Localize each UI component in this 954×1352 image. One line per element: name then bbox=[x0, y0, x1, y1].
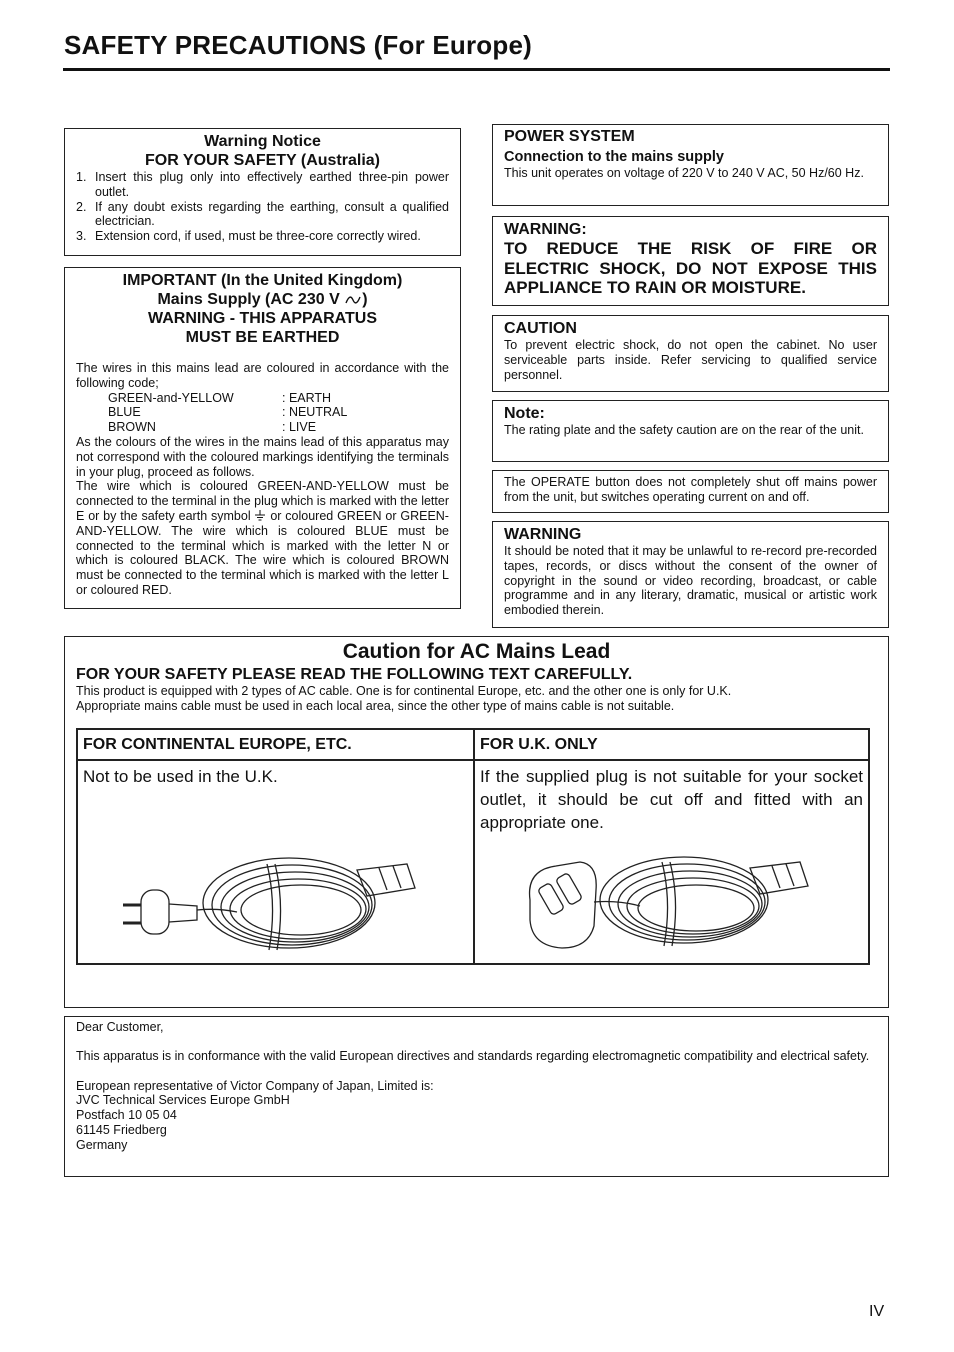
continental-note: Not to be used in the U.K. bbox=[83, 767, 278, 786]
customer-greeting: Dear Customer, bbox=[76, 1020, 164, 1034]
warning-fire-heading: WARNING: bbox=[504, 221, 587, 238]
uk-paragraph-1: As the colours of the wires in the mains lead of this apparatus may not correspond with the coloured markings identifying the terminals in your plug, proceed as follows. bbox=[76, 434, 449, 479]
cable-table bbox=[76, 728, 870, 965]
table-row: GREEN-and-YELLOW : EARTH bbox=[108, 390, 332, 405]
title-rule bbox=[63, 68, 890, 71]
euro-cable-illustration bbox=[117, 850, 468, 960]
table-row bbox=[77, 760, 869, 964]
earth-symbol-icon bbox=[254, 510, 266, 521]
note-text: The rating plate and the safety caution are on the rear of the unit. bbox=[504, 423, 864, 437]
copyright-warning-text: It should be noted that it may be unlawful to re-record pre-recorded tapes, records, or discs without the consent of the owner of copyright in the sound or video recording, broadcast, or cable programme and in any literary, dramatic, musical or artistic work embodied therein. bbox=[504, 544, 877, 618]
power-system-heading: POWER SYSTEM bbox=[504, 128, 635, 145]
col-header-continental: FOR CONTINENTAL EUROPE, ETC. bbox=[77, 729, 474, 760]
address-line: European representative of Victor Company of Japan, Limited is: bbox=[76, 1078, 434, 1093]
ac-lead-subheading: FOR YOUR SAFETY PLEASE READ THE FOLLOWING TEXT CAREFULLY. bbox=[76, 666, 633, 683]
copyright-warning-box bbox=[492, 521, 889, 628]
caution-text: To prevent electric shock, do not open the cabinet. No user serviceable parts inside. Refer servicing to qualified service personnel. bbox=[504, 338, 877, 382]
address-line: JVC Technical Services Europe GmbH bbox=[76, 1093, 290, 1108]
wire-code-table bbox=[108, 391, 347, 435]
operate-text: The OPERATE button does not completely shut off mains power from the unit, but switches operating current on and off. bbox=[504, 475, 877, 504]
cell-uk bbox=[474, 760, 869, 964]
warning-fire-text: TO REDUCE THE RISK OF FIRE OR ELECTRIC SHOCK, DO NOT EXPOSE THIS APPLIANCE TO RAIN OR MOISTURE. bbox=[504, 239, 877, 297]
uk-note: If the supplied plug is not suitable for your socket outlet, it should be cut off and fitted with an appropriate one. bbox=[480, 767, 863, 832]
uk-paragraph-2: The wire which is coloured GREEN-AND-YELLOW must be connected to the terminal in the plug which is marked with the letter E or by the safety earth symbol or coloured GREEN or GREEN-AND-YELLOW. The wire which is coloured BLUE must be connected to the terminal which is marked with the letter N or which is coloured BLACK. The wire which is coloured BROWN must be connected to the terminal which is marked with the letter L or coloured RED. bbox=[76, 479, 449, 597]
australia-warning-box bbox=[64, 128, 461, 256]
uk-important-box bbox=[64, 267, 461, 609]
uk-intro: The wires in this mains lead are coloured in accordance with the following code; bbox=[76, 361, 449, 390]
power-system-box bbox=[492, 124, 889, 206]
operate-button-box bbox=[492, 470, 889, 513]
address-line: 61145 Friedberg bbox=[76, 1122, 167, 1137]
uk-heading-4: MUST BE EARTHED bbox=[185, 329, 340, 346]
list-item: 3. Extension cord, if used, must be three-core correctly wired. bbox=[76, 229, 421, 244]
table-row: BROWN : LIVE bbox=[108, 420, 317, 435]
australia-heading-2: FOR YOUR SAFETY (Australia) bbox=[145, 152, 380, 169]
customer-text: This apparatus is in conformance with the valid European directives and standards regarding electromagnetic compatibility and electrical safety. bbox=[76, 1048, 870, 1063]
ac-symbol-icon bbox=[344, 293, 362, 307]
warning-fire-box bbox=[492, 216, 889, 306]
table-row: BLUE : NEUTRAL bbox=[108, 405, 348, 420]
australia-list bbox=[76, 170, 449, 244]
power-system-text: This unit operates on voltage of 220 V to 240 V AC, 50 Hz/60 Hz. bbox=[504, 166, 864, 180]
uk-heading-3: WARNING - THIS APPARATUS bbox=[147, 310, 378, 327]
list-item: 1. Insert this plug only into effectively earthed three-pin power outlet. bbox=[76, 170, 449, 199]
caution-heading: CAUTION bbox=[504, 320, 577, 337]
uk-heading-2: Mains Supply (AC 230 V ) bbox=[157, 291, 368, 308]
note-heading: Note: bbox=[504, 405, 545, 422]
ac-lead-line-2: Appropriate mains cable must be used in each local area, since the other type of mains cable is not suitable. bbox=[76, 698, 675, 713]
ac-lead-line-1: This product is equipped with 2 types of AC cable. One is for continental Europe, etc. and the other one is only for U.K. bbox=[76, 684, 732, 698]
table-header-row bbox=[77, 729, 869, 760]
list-item: 2. If any doubt exists regarding the earthing, consult a qualified electrician. bbox=[76, 199, 449, 229]
page-number: IV bbox=[869, 1303, 885, 1320]
ac-lead-heading: Caution for AC Mains Lead bbox=[342, 640, 611, 663]
uk-cable-illustration bbox=[522, 850, 863, 958]
cell-continental bbox=[77, 760, 474, 964]
uk-heading-1: IMPORTANT (In the United Kingdom) bbox=[122, 272, 403, 289]
australia-heading-1: Warning Notice bbox=[204, 133, 321, 150]
col-header-uk: FOR U.K. ONLY bbox=[474, 729, 869, 760]
address-line: Postfach 10 05 04 bbox=[76, 1108, 177, 1123]
caution-box bbox=[492, 315, 889, 392]
power-system-subheading: Connection to the mains supply bbox=[504, 149, 724, 165]
address-line: Germany bbox=[76, 1137, 128, 1152]
copyright-warning-heading: WARNING bbox=[504, 526, 582, 543]
note-box bbox=[492, 400, 889, 462]
representative-address bbox=[76, 1079, 877, 1153]
customer-notice-box bbox=[64, 1016, 889, 1177]
page-title: SAFETY PRECAUTIONS (For Europe) bbox=[64, 30, 532, 60]
